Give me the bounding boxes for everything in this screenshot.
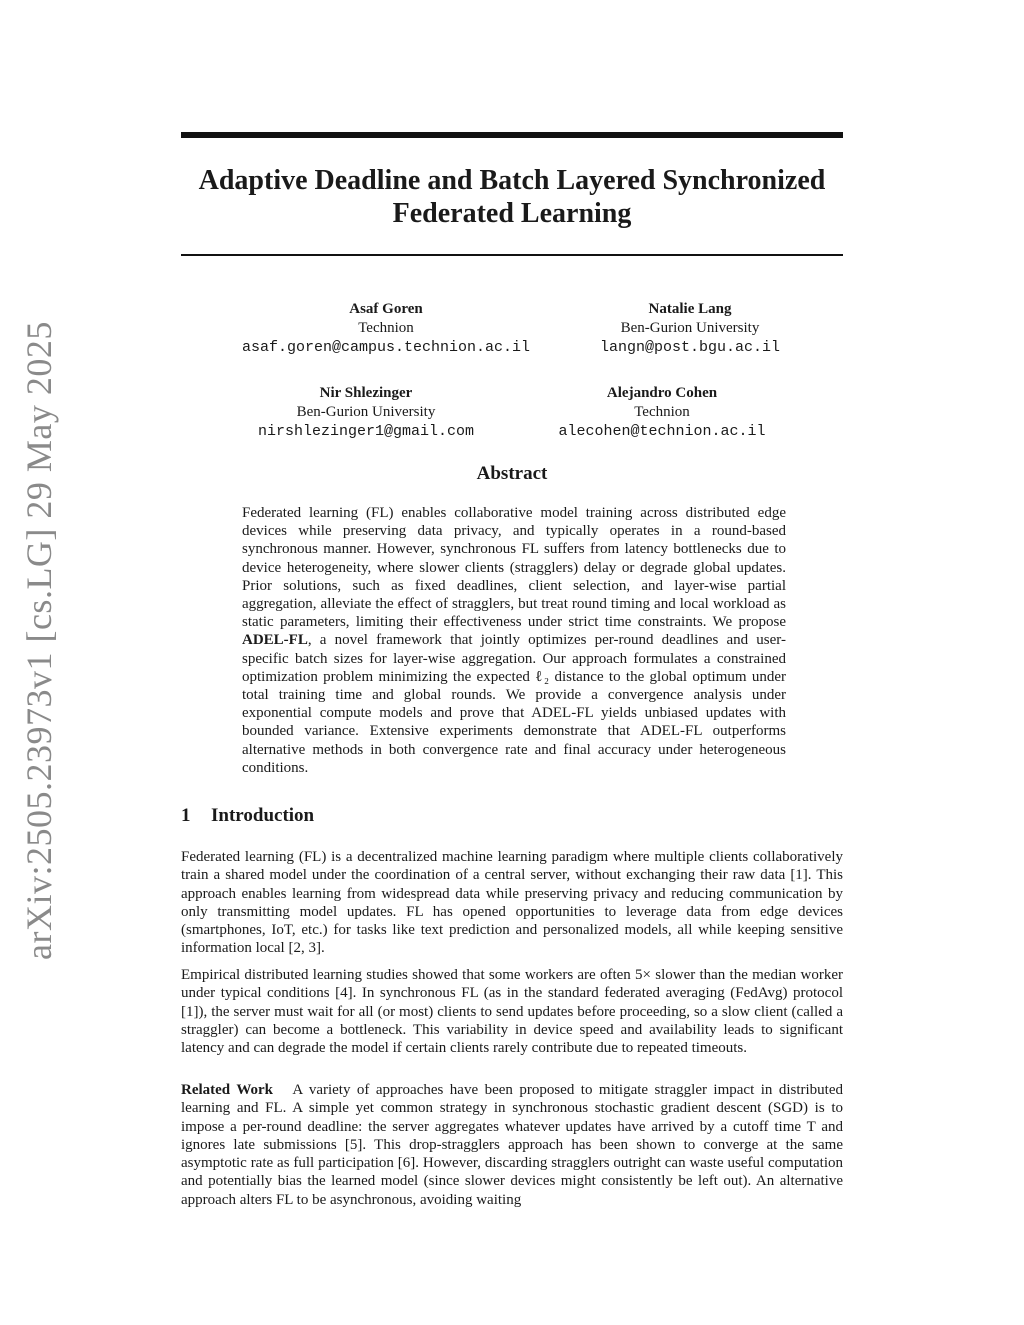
author-affiliation: Technion: [358, 320, 414, 336]
intro-paragraph: Federated learning (FL) is a decentralized machine learning paradigm where multiple clients collaboratively train a shared model under the coordination of a central server, without exchanging their raw data [1]. This approach enables learning from widespread data while preserving privacy and reducing communication by only transmitting model updates. FL has opened opportunities to leverage data from edge devices (smartphones, IoT, etc.) for tasks like text prediction and personalized models, all while keeping sensitive information local [2, 3].: [181, 849, 843, 957]
title-line-1: Adaptive Deadline and Batch Layered Synchronized: [198, 165, 826, 196]
section-number: 1: [181, 805, 191, 826]
author-email[interactable]: alecohen@technion.ac.il: [558, 423, 766, 440]
author-affiliation: Technion: [634, 404, 690, 420]
author-name: Alejandro Cohen: [606, 385, 718, 401]
section-title: Introduction: [211, 805, 315, 826]
author-email[interactable]: nirshlezinger1@gmail.com: [257, 423, 475, 440]
author-block: [510, 300, 870, 357]
author-name: Asaf Goren: [349, 301, 423, 317]
author-name: Natalie Lang: [648, 301, 732, 317]
author-email[interactable]: asaf.goren@campus.technion.ac.il: [241, 339, 531, 356]
abstract-text-part-1: Federated learning (FL) enables collaborative model training across distributed edge devices while preserving data privacy, and typically operates in a round-based synchronous manner. However, synchronous FL suffers from latency bottlenecks due to device heterogeneity, where slower clients (stragglers) delay or degrade global updates. Prior solutions, such as fixed deadlines, client selection, and layer-wise partial aggregation, alleviate the effect of stragglers, but treat round timing and local workload as static parameters, limiting their effectiveness under strict time constraints. We propose: [242, 505, 786, 631]
related-work-heading: Related Work: [181, 1082, 274, 1098]
abstract-text-part-2: , a novel framework that jointly optimizes per-round deadlines and user-specific batch sizes for layer-wise aggregation. Our approach formulates a constrained optimization problem minimizing the expected ℓ₂ distance to the global optimum under total training time and global rounds. We provide a convergence analysis under exponential compute models and prove that ADEL-FL yields unbiased updates with bounded variance. Extensive experiments demonstrate that ADEL-FL outperforms alternative methods in both convergence rate and final accuracy under heterogeneous conditions.: [242, 632, 786, 776]
title-bottom-rule: [181, 254, 843, 256]
arxiv-identifier: arXiv:2505.23973v1 [cs.LG] 29 May 2025: [19, 321, 59, 960]
author-email[interactable]: langn@post.bgu.ac.il: [599, 339, 781, 356]
paper-title: [181, 164, 843, 230]
abstract-heading: Abstract: [476, 463, 548, 484]
author-name: Nir Shlezinger: [319, 385, 413, 401]
intro-paragraph: Empirical distributed learning studies showed that some workers are often 5× slower than the median worker under typical conditions [4]. In synchronous FL (as in the standard federated averaging (FedAvg) protocol [1]), the server must wait for all (or most) clients to send updates before proceeding, so a slow client (called a straggler) can become a bottleneck. This variability in device speed and availability leads to significant latency and can degrade the model if certain clients rarely contribute due to repeated timeouts.: [181, 967, 843, 1057]
title-top-rule: [181, 132, 843, 138]
author-affiliation: Ben-Gurion University: [296, 404, 436, 420]
related-work-paragraph: [181, 1081, 843, 1209]
related-work-text: A variety of approaches have been proposed to mitigate straggler impact in distributed learning and FL. A simple yet common strategy in synchronous stochastic gradient descent (SGD) is to impose a per-round deadline: the server aggregates whatever updates have arrived by a cutoff time T and ignores late submissions [5]. This drop-stragglers approach has been shown to converge at the same asymptotic rate as full participation [6]. However, discarding stragglers outright can waste useful computation and potentially bias the learned model (since slower devices might consistently be left out). An alternative approach alters FL to be asynchronous, avoiding waiting: [181, 1082, 843, 1208]
abstract-method-name: ADEL-FL: [242, 632, 308, 649]
abstract-text: [242, 504, 786, 777]
title-line-2: Federated Learning: [392, 198, 632, 229]
author-affiliation: Ben-Gurion University: [620, 320, 760, 336]
section-heading: [181, 805, 314, 827]
author-block: [482, 384, 842, 441]
